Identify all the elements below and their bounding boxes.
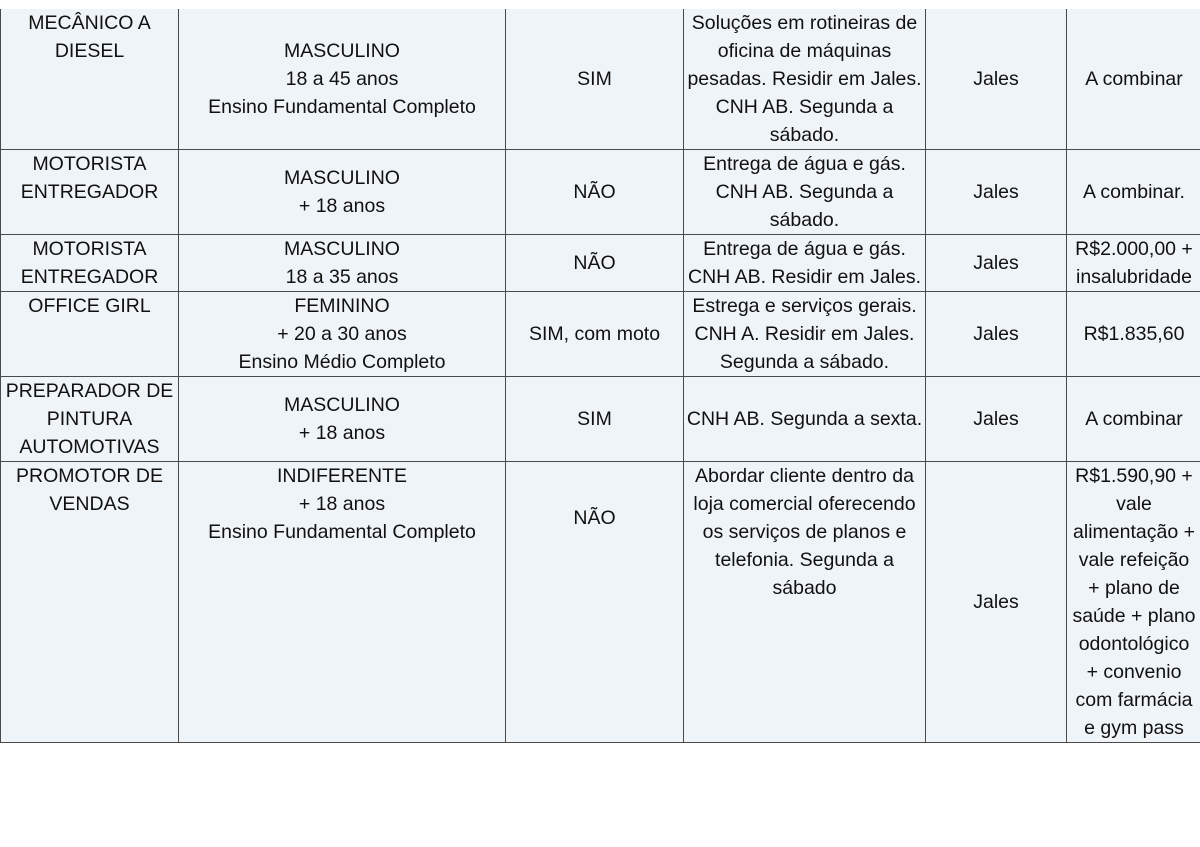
vehicle-cell: SIM bbox=[506, 9, 684, 150]
vehicle-cell: NÃO bbox=[506, 462, 684, 743]
table-row bbox=[1, 235, 1200, 292]
job-title-cell: OFFICE GIRL bbox=[1, 292, 179, 377]
profile-cell: INDIFERENTE + 18 anos Ensino Fundamental Completo bbox=[179, 462, 506, 743]
profile-cell: MASCULINO 18 a 35 anos bbox=[179, 235, 506, 292]
description-cell: Abordar cliente dentro da loja comercial oferecendo os serviços de planos e telefonia. Segunda a sábado bbox=[684, 462, 926, 743]
table-row bbox=[1, 377, 1200, 462]
job-title-cell: MECÂNICO A DIESEL bbox=[1, 9, 179, 150]
salary-cell: R$2.000,00 + insalubridade bbox=[1067, 235, 1200, 292]
city-cell: Jales bbox=[926, 292, 1067, 377]
vehicle-cell: NÃO bbox=[506, 235, 684, 292]
city-cell: Jales bbox=[926, 150, 1067, 235]
salary-cell: R$1.590,90 + vale alimentação + vale refeição + plano de saúde + plano odontológico + convenio com farmácia e gym pass bbox=[1067, 462, 1200, 743]
city-cell: Jales bbox=[926, 462, 1067, 743]
vehicle-cell: SIM bbox=[506, 377, 684, 462]
job-title-cell: PREPARADOR DE PINTURA AUTOMOTIVAS bbox=[1, 377, 179, 462]
city-cell: Jales bbox=[926, 235, 1067, 292]
salary-cell: A combinar. bbox=[1067, 150, 1200, 235]
job-title-cell: PROMOTOR DE VENDAS bbox=[1, 462, 179, 743]
description-cell: Entrega de água e gás. CNH AB. Segunda a sábado. bbox=[684, 150, 926, 235]
salary-cell: R$1.835,60 bbox=[1067, 292, 1200, 377]
vehicle-cell: NÃO bbox=[506, 150, 684, 235]
job-title-cell: MOTORISTA ENTREGADOR bbox=[1, 150, 179, 235]
table-row bbox=[1, 150, 1200, 235]
city-cell: Jales bbox=[926, 377, 1067, 462]
vehicle-cell: SIM, com moto bbox=[506, 292, 684, 377]
city-cell: Jales bbox=[926, 9, 1067, 150]
profile-cell: FEMININO + 20 a 30 anos Ensino Médio Completo bbox=[179, 292, 506, 377]
table-row bbox=[1, 462, 1200, 743]
profile-cell: MASCULINO + 18 anos bbox=[179, 377, 506, 462]
description-cell: Soluções em rotineiras de oficina de máquinas pesadas. Residir em Jales. CNH AB. Segunda a sábado. bbox=[684, 9, 926, 150]
description-cell: Estrega e serviços gerais. CNH A. Residir em Jales. Segunda a sábado. bbox=[684, 292, 926, 377]
salary-cell: A combinar bbox=[1067, 377, 1200, 462]
salary-cell: A combinar bbox=[1067, 9, 1200, 150]
job-title-cell: MOTORISTA ENTREGADOR bbox=[1, 235, 179, 292]
table-row bbox=[1, 9, 1200, 150]
table-row bbox=[1, 292, 1200, 377]
description-cell: Entrega de água e gás. CNH AB. Residir em Jales. bbox=[684, 235, 926, 292]
description-cell: CNH AB. Segunda a sexta. bbox=[684, 377, 926, 462]
profile-cell: MASCULINO + 18 anos bbox=[179, 150, 506, 235]
job-listings-table bbox=[0, 9, 1200, 743]
profile-cell: MASCULINO 18 a 45 anos Ensino Fundamental Completo bbox=[179, 9, 506, 150]
